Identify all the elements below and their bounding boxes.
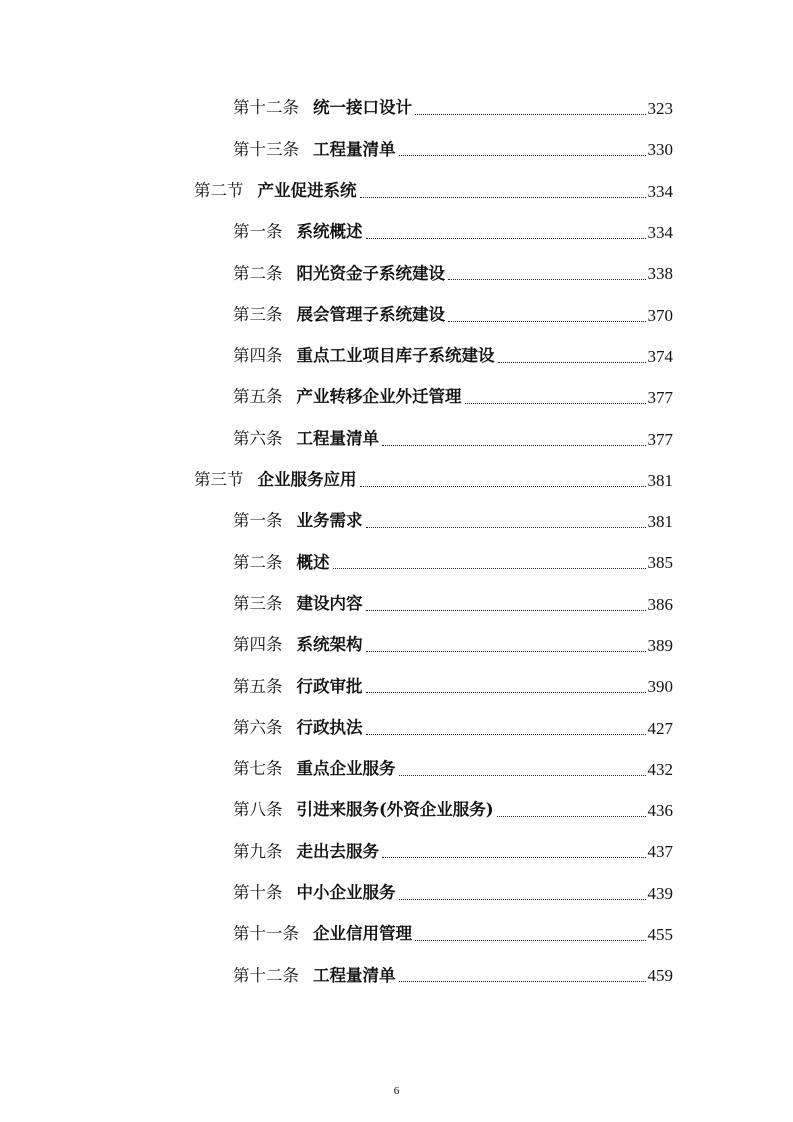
table-of-contents	[0, 88, 793, 997]
toc-entry-page: 427	[647, 718, 673, 738]
toc-entry-number: 第十二条	[233, 98, 299, 118]
toc-entry-title: 企业信用管理	[313, 924, 412, 944]
toc-entry-number: 第二条	[233, 552, 283, 572]
toc-entry[interactable]	[0, 914, 673, 955]
toc-entry[interactable]	[0, 212, 673, 253]
toc-dot-leader	[360, 486, 646, 487]
toc-entry-page: 334	[647, 223, 673, 243]
toc-entry[interactable]	[0, 584, 673, 625]
toc-entry-title: 产业转移企业外迁管理	[296, 387, 462, 407]
toc-entry[interactable]	[0, 749, 673, 790]
toc-entry-page: 377	[647, 388, 673, 408]
toc-entry-page: 432	[647, 759, 673, 779]
toc-entry-page: 389	[647, 636, 673, 655]
toc-dot-leader	[448, 279, 646, 280]
toc-entry-page: 381	[647, 470, 673, 490]
toc-entry-number: 第二条	[233, 263, 283, 283]
toc-entry[interactable]	[0, 831, 673, 872]
toc-dot-leader	[465, 403, 646, 404]
toc-entry-number: 第六条	[233, 717, 283, 737]
toc-entry-number: 第四条	[233, 346, 283, 366]
toc-entry-page: 439	[647, 883, 673, 903]
toc-entry-page: 390	[647, 677, 673, 697]
toc-entry-title: 重点企业服务	[296, 759, 396, 779]
toc-entry-title: 系统概述	[296, 222, 363, 242]
toc-entry-title: 工程量清单	[313, 965, 396, 985]
toc-entry-page: 386	[647, 594, 673, 614]
toc-dot-leader	[399, 981, 646, 982]
toc-entry-title: 系统架构	[296, 635, 363, 655]
toc-entry-number: 第十条	[233, 883, 283, 903]
toc-dot-leader	[366, 527, 646, 528]
toc-entry[interactable]	[0, 501, 673, 542]
toc-entry[interactable]	[0, 707, 673, 748]
toc-entry-title: 建设内容	[296, 593, 363, 613]
toc-entry-page: 334	[647, 181, 673, 201]
toc-entry-page: 374	[647, 346, 673, 366]
toc-entry-number: 第十三条	[233, 139, 299, 159]
toc-entry[interactable]	[0, 336, 673, 377]
toc-entry[interactable]	[0, 418, 673, 459]
toc-section-title: 企业服务应用	[257, 470, 357, 490]
toc-dot-leader	[366, 238, 646, 239]
toc-section-entry[interactable]	[0, 171, 673, 212]
toc-entry-page: 370	[647, 305, 673, 325]
toc-entry-page: 436	[647, 801, 673, 821]
toc-entry-number: 第四条	[233, 635, 283, 655]
toc-entry[interactable]	[0, 129, 673, 170]
toc-entry-title: 阳光资金子系统建设	[296, 263, 445, 283]
toc-entry[interactable]	[0, 294, 673, 335]
toc-dot-leader	[498, 362, 646, 363]
toc-section-number: 第二节	[194, 180, 244, 200]
toc-entry[interactable]	[0, 88, 673, 129]
toc-entry-number: 第八条	[233, 800, 283, 820]
toc-entry-page: 377	[647, 429, 673, 449]
toc-entry-title: 走出去服务	[296, 841, 379, 861]
toc-dot-leader	[360, 197, 646, 198]
toc-entry[interactable]	[0, 377, 673, 418]
toc-entry-number: 第五条	[233, 387, 283, 407]
toc-entry-page: 455	[647, 925, 673, 945]
toc-entry-title: 业务需求	[296, 511, 363, 531]
toc-entry[interactable]	[0, 873, 673, 914]
toc-entry-title: 工程量清单	[296, 428, 379, 448]
toc-dot-leader	[366, 692, 646, 693]
toc-entry[interactable]	[0, 666, 673, 707]
toc-entry-number: 第十二条	[233, 965, 299, 985]
toc-entry-page: 323	[647, 99, 673, 119]
toc-entry-title: 中小企业服务	[296, 883, 396, 903]
toc-entry-title: 展会管理子系统建设	[296, 304, 445, 324]
toc-section-title: 产业促进系统	[257, 180, 357, 200]
toc-entry-number: 第一条	[233, 511, 283, 531]
toc-dot-leader	[415, 114, 646, 115]
toc-entry-title: 行政执法	[296, 717, 363, 737]
toc-dot-leader	[448, 321, 646, 322]
toc-dot-leader	[366, 651, 646, 652]
toc-entry-page: 381	[647, 512, 673, 532]
toc-dot-leader	[382, 857, 646, 858]
toc-entry-number: 第十一条	[233, 924, 299, 944]
toc-dot-leader	[497, 816, 646, 817]
footer-page-number: 6	[393, 1085, 400, 1097]
toc-section-number: 第三节	[194, 470, 244, 490]
toc-dot-leader	[399, 155, 646, 156]
toc-entry-page: 330	[647, 140, 673, 160]
toc-entry[interactable]	[0, 790, 673, 831]
toc-entry[interactable]	[0, 625, 673, 666]
toc-entry-page: 385	[647, 553, 673, 573]
toc-entry-title: 统一接口设计	[313, 98, 412, 118]
toc-dot-leader	[382, 445, 646, 446]
toc-entry-number: 第九条	[233, 841, 283, 861]
toc-entry-number: 第三条	[233, 593, 283, 613]
toc-dot-leader	[399, 775, 646, 776]
toc-entry-number: 第六条	[233, 428, 283, 448]
toc-dot-leader	[399, 899, 646, 900]
toc-entry-title: 工程量清单	[313, 139, 396, 159]
toc-entry-number: 第一条	[233, 222, 283, 242]
toc-entry-number: 第三条	[233, 304, 283, 324]
toc-entry-page: 338	[647, 264, 673, 284]
toc-entry-page: 459	[647, 966, 673, 986]
toc-entry-title: 重点工业项目库子系统建设	[296, 346, 495, 366]
toc-entry-title: 概述	[296, 552, 330, 572]
toc-section-entry[interactable]	[0, 460, 673, 501]
toc-entry[interactable]	[0, 542, 673, 583]
toc-dot-leader	[415, 940, 646, 941]
toc-entry-page: 437	[647, 842, 673, 862]
toc-entry-title: 引进来服务(外资企业服务)	[296, 800, 494, 820]
toc-dot-leader	[366, 610, 646, 611]
toc-dot-leader	[333, 568, 646, 569]
toc-entry[interactable]	[0, 955, 673, 996]
toc-entry-title: 行政审批	[296, 676, 363, 696]
toc-dot-leader	[366, 734, 646, 735]
toc-entry[interactable]	[0, 253, 673, 294]
toc-entry-number: 第七条	[233, 759, 283, 779]
toc-entry-number: 第五条	[233, 676, 283, 696]
